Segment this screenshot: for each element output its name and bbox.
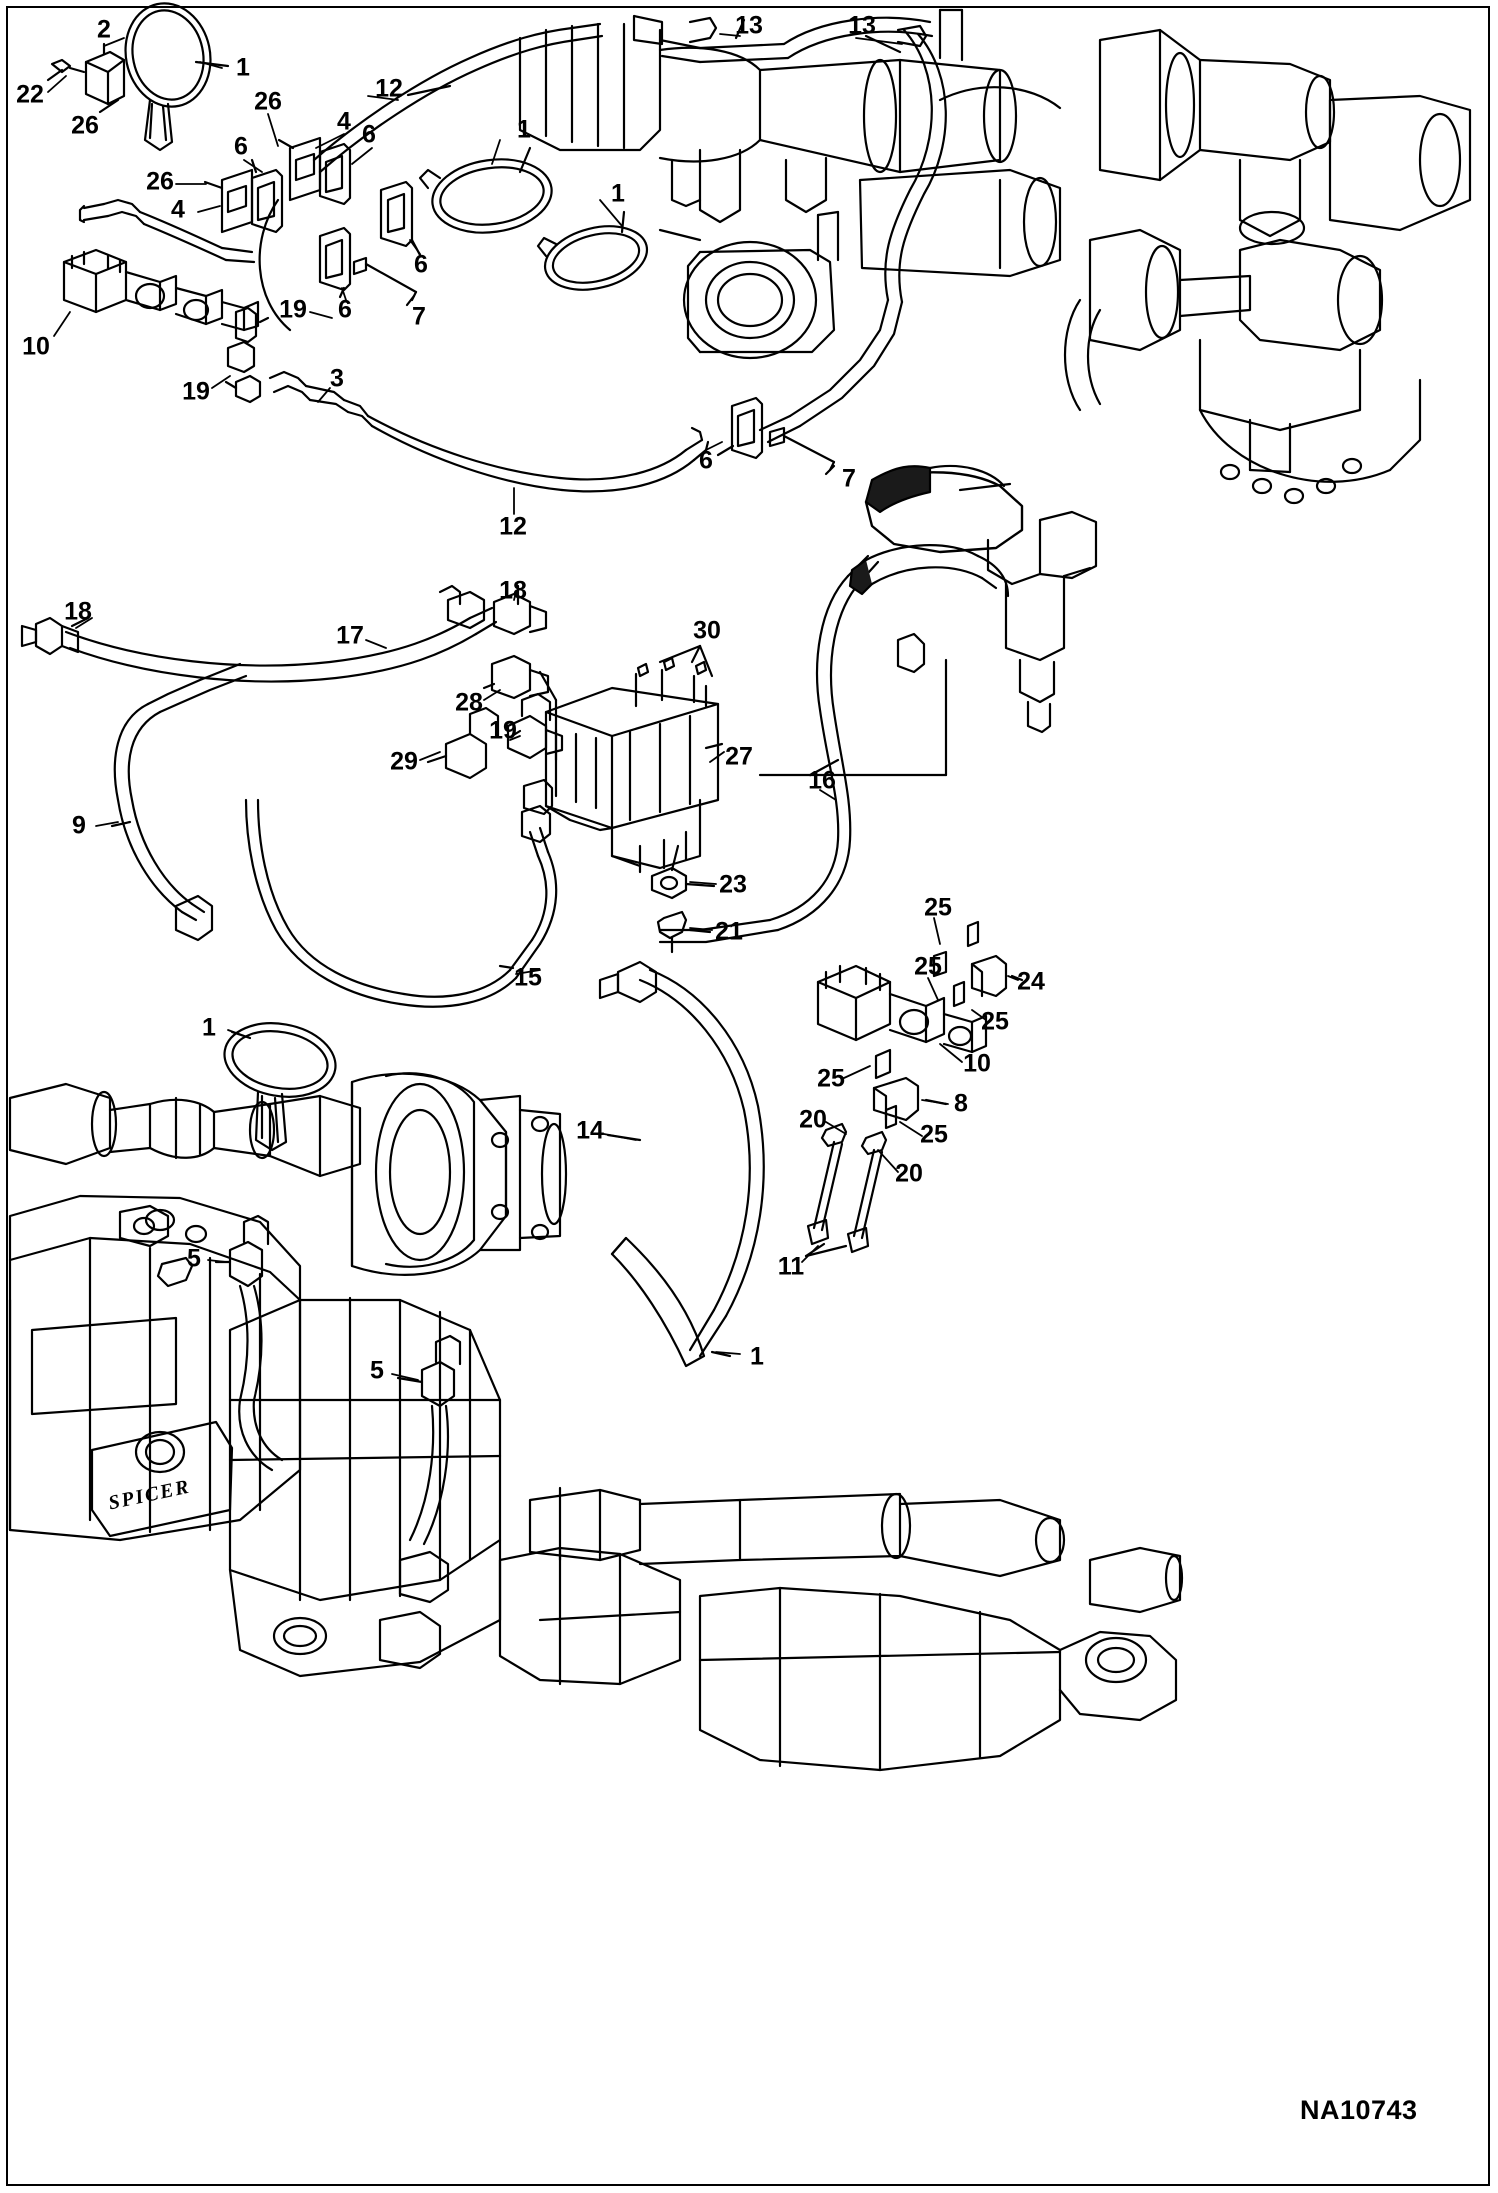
callout-21: 21 bbox=[715, 917, 743, 946]
callout-6-d: 6 bbox=[338, 295, 352, 324]
callout-15: 15 bbox=[514, 963, 542, 992]
callout-29: 29 bbox=[390, 747, 418, 776]
callout-19-b: 19 bbox=[182, 377, 210, 406]
callout-25-c: 25 bbox=[981, 1007, 1009, 1036]
callout-7-a: 7 bbox=[412, 302, 426, 331]
callout-9: 9 bbox=[72, 811, 86, 840]
callout-26-b: 26 bbox=[254, 87, 282, 116]
callout-25-e: 25 bbox=[920, 1120, 948, 1149]
callout-25-a: 25 bbox=[924, 893, 952, 922]
callout-13-b: 13 bbox=[848, 11, 876, 40]
callout-26-c: 26 bbox=[146, 167, 174, 196]
callout-25-b: 25 bbox=[914, 952, 942, 981]
callout-2: 2 bbox=[97, 15, 111, 44]
callout-17: 17 bbox=[336, 621, 364, 650]
callout-7-b: 7 bbox=[842, 464, 856, 493]
callout-22: 22 bbox=[16, 80, 44, 109]
callout-4-a: 4 bbox=[337, 107, 351, 136]
callout-19-c: 19 bbox=[489, 716, 517, 745]
callout-30: 30 bbox=[693, 616, 721, 645]
callout-3: 3 bbox=[330, 364, 344, 393]
callout-1-e: 1 bbox=[750, 1342, 764, 1371]
callout-19-a: 19 bbox=[279, 295, 307, 324]
callout-16: 16 bbox=[808, 766, 836, 795]
callout-1-a: 1 bbox=[236, 53, 250, 82]
callout-8: 8 bbox=[954, 1089, 968, 1118]
callout-27: 27 bbox=[725, 742, 753, 771]
callout-28: 28 bbox=[455, 688, 483, 717]
callout-6-c: 6 bbox=[414, 250, 428, 279]
callout-23: 23 bbox=[719, 870, 747, 899]
callout-5-a: 5 bbox=[187, 1244, 201, 1273]
callout-20-b: 20 bbox=[895, 1159, 923, 1188]
spicer-brand-label: SPICER bbox=[106, 1475, 193, 1515]
callout-18-b: 18 bbox=[499, 576, 527, 605]
callout-1-c: 1 bbox=[611, 179, 625, 208]
figure-border bbox=[6, 6, 1490, 2186]
callout-6-e: 6 bbox=[699, 446, 713, 475]
callout-10-a: 10 bbox=[22, 332, 50, 361]
callout-12-b: 12 bbox=[499, 512, 527, 541]
callout-1-b: 1 bbox=[517, 115, 531, 144]
callout-11: 11 bbox=[777, 1252, 805, 1281]
callout-10-b: 10 bbox=[963, 1049, 991, 1078]
callout-4-b: 4 bbox=[171, 195, 185, 224]
callout-20-a: 20 bbox=[799, 1105, 827, 1134]
figure-id-label: NA10743 bbox=[1300, 2095, 1418, 2125]
callout-6-a: 6 bbox=[362, 120, 376, 149]
callout-5-b: 5 bbox=[370, 1356, 384, 1385]
callout-13-a: 13 bbox=[735, 11, 763, 40]
callout-26-a: 26 bbox=[71, 111, 99, 140]
callout-24: 24 bbox=[1017, 967, 1045, 996]
callout-12-a: 12 bbox=[375, 74, 403, 103]
callout-18-a: 18 bbox=[64, 597, 92, 626]
callout-1-d: 1 bbox=[202, 1013, 216, 1042]
callout-6-b: 6 bbox=[234, 132, 248, 161]
callout-14: 14 bbox=[576, 1116, 604, 1145]
callout-25-d: 25 bbox=[817, 1064, 845, 1093]
